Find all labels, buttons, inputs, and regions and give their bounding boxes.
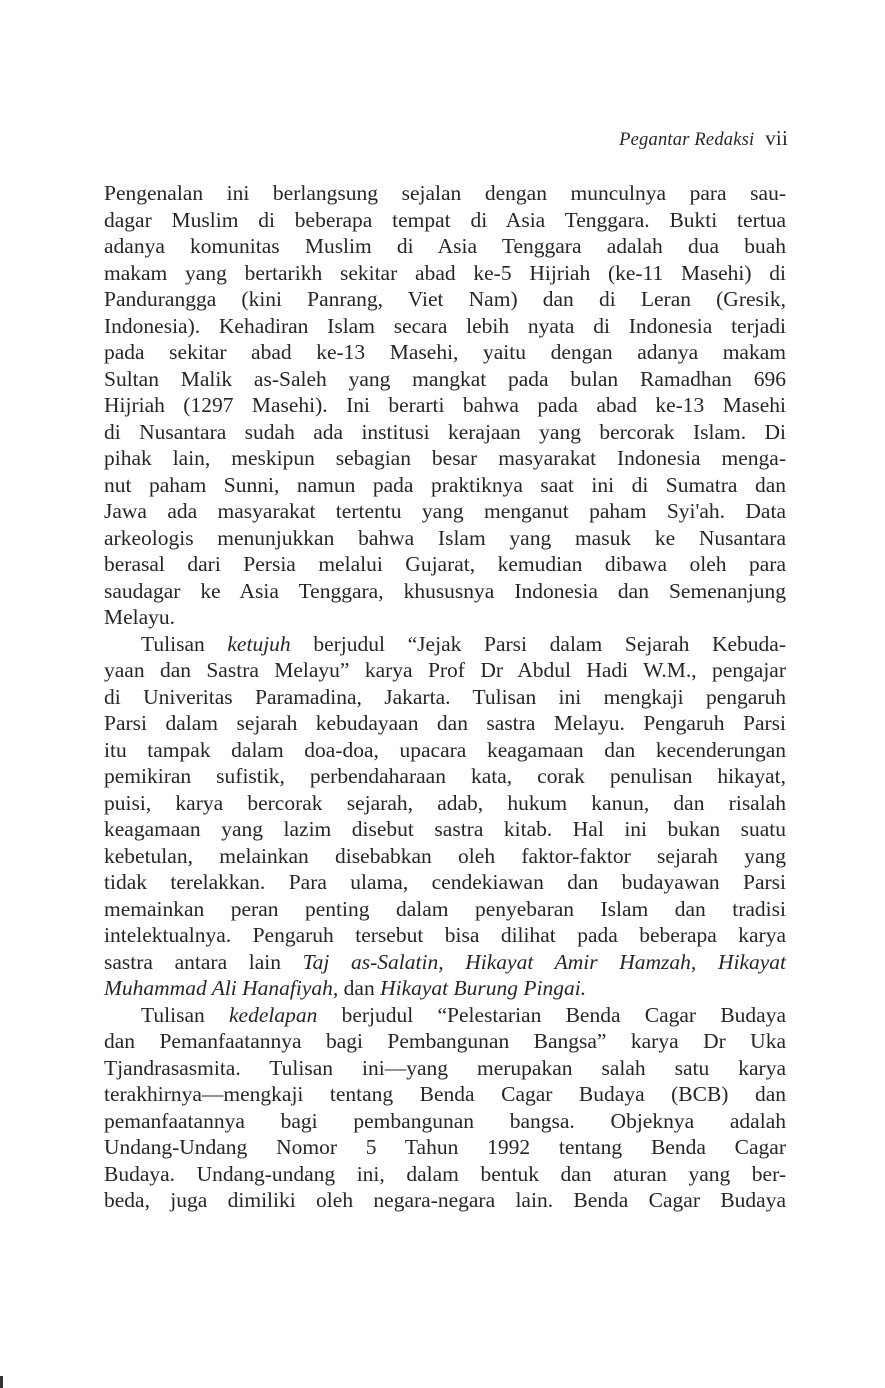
text-line: yaan dan Sastra Melayu” karya Prof Dr Abdul Hadi W.M., pengajar xyxy=(104,658,786,682)
italic-ordinal: kedelapan xyxy=(228,1002,318,1027)
text-line: pihak lain, meskipun sebagian besar masyarakat Indonesia menga- xyxy=(104,446,786,470)
page-number: vii xyxy=(765,126,788,150)
paragraph-2 xyxy=(104,631,786,1002)
line-text: berjudul “Pelestarian Benda Cagar Budaya xyxy=(317,1002,786,1027)
text-line: memainkan peran penting dalam penyebaran Islam dan tradisi xyxy=(104,896,786,921)
text-line: Indonesia). Kehadiran Islam secara lebih nyata di Indonesia terjadi xyxy=(104,313,786,338)
text-line: di Nusantara sudah ada institusi kerajaan yang bercorak Islam. Di xyxy=(104,419,786,444)
text-line: nut paham Sunni, namun pada praktiknya saat ini di Sumatra dan xyxy=(104,472,786,497)
italic-ordinal: ketujuh xyxy=(227,631,291,656)
text-line: beda, juga dimiliki oleh negara-negara lain. Benda Cagar Budaya xyxy=(104,1188,786,1212)
text-line: dagar Muslim di beberapa tempat di Asia Tenggara. Bukti tertua xyxy=(104,207,786,232)
italic-title: Hikayat Burung Pingai. xyxy=(380,976,587,1000)
text-line xyxy=(104,975,786,1002)
line-text: sastra antara lain xyxy=(104,949,303,974)
paragraph-1 xyxy=(104,180,786,631)
text-line: makam yang bertarikh sekitar abad ke-5 Hijriah (ke-11 Masehi) di xyxy=(104,260,786,285)
text-line: Parsi dalam sejarah kebudayaan dan sastra Melayu. Pengaruh Parsi xyxy=(104,711,786,735)
text-line: berasal dari Persia melalui Gujarat, kemudian dibawa oleh para xyxy=(104,552,786,576)
text-line: terakhirnya—mengkaji tentang Benda Cagar Budaya (BCB) dan xyxy=(104,1082,786,1106)
text-line: intelektualnya. Pengaruh tersebut bisa dilihat pada beberapa karya xyxy=(104,923,786,947)
text-line: Melayu. xyxy=(104,605,176,629)
text-line xyxy=(104,1002,786,1029)
text-line: adanya komunitas Muslim di Asia Tenggara adalah dua buah xyxy=(104,234,786,258)
body-text xyxy=(104,180,786,1214)
text-line: itu tampak dalam doa-doa, upacara keagamaan dan kecenderungan xyxy=(104,737,786,762)
line-text: berjudul “Jejak Parsi dalam Sejarah Kebuda- xyxy=(290,631,787,656)
text-line: Undang-Undang Nomor 5 Tahun 1992 tentang Benda Cagar xyxy=(104,1135,786,1159)
text-line: di Univeritas Paramadina, Jakarta. Tulisan ini mengkaji pengaruh xyxy=(104,684,786,709)
line-text: Tulisan xyxy=(141,1002,229,1027)
text-line: keagamaan yang lazim disebut sastra kitab. Hal ini bukan suatu xyxy=(104,817,786,841)
running-header xyxy=(619,126,788,151)
section-title: Pegantar Redaksi xyxy=(619,130,755,150)
text-line: pada sekitar abad ke-13 Masehi, yaitu dengan adanya makam xyxy=(104,340,786,364)
text-line: arkeologis menunjukkan bahwa Islam yang masuk ke Nusantara xyxy=(104,525,786,550)
paragraph-3 xyxy=(104,1002,786,1214)
line-text: Tulisan xyxy=(141,631,228,656)
text-line: Tjandrasasmita. Tulisan ini—yang merupakan salah satu karya xyxy=(104,1055,786,1080)
text-line: saudagar ke Asia Tenggara, khususnya Indonesia dan Semenanjung xyxy=(104,578,786,603)
text-line: pemanfaatannya bagi pembangunan bangsa. Objeknya adalah xyxy=(104,1108,786,1133)
text-line: kebetulan, melainkan disebabkan oleh faktor-faktor sejarah yang xyxy=(104,843,786,868)
text-line: tidak terelakkan. Para ulama, cendekiawan dan budayawan Parsi xyxy=(104,870,786,894)
text-line: Pengenalan ini berlangsung sejalan dengan munculnya para sau- xyxy=(104,181,786,205)
text-line: Budaya. Undang-undang ini, dalam bentuk dan aturan yang ber- xyxy=(104,1161,786,1186)
text-line: Jawa ada masyarakat tertentu yang menganut paham Syi'ah. Data xyxy=(104,499,786,523)
italic-title: Muhammad Ali Hanafiyah, xyxy=(104,976,339,1000)
line-text: dan xyxy=(338,976,381,1000)
text-line: Hijriah (1297 Masehi). Ini berarti bahwa pada abad ke-13 Masehi xyxy=(104,393,786,417)
text-line: dan Pemanfaatannya bagi Pembangunan Bangsa” karya Dr Uka xyxy=(104,1029,786,1053)
italic-title: Taj as-Salatin, Hikayat Amir Hamzah, Hikayat xyxy=(302,949,786,974)
text-line xyxy=(104,949,786,976)
scan-edge-mark xyxy=(0,1376,3,1388)
text-line: Pandurangga (kini Panrang, Viet Nam) dan di Leran (Gresik, xyxy=(104,287,786,311)
text-line: pemikiran sufistik, perbendaharaan kata, corak penulisan hikayat, xyxy=(104,764,786,788)
text-line: Sultan Malik as-Saleh yang mangkat pada bulan Ramadhan 696 xyxy=(104,366,786,391)
text-line xyxy=(104,631,786,658)
text-line: puisi, karya bercorak sejarah, adab, hukum kanun, dan risalah xyxy=(104,790,786,815)
